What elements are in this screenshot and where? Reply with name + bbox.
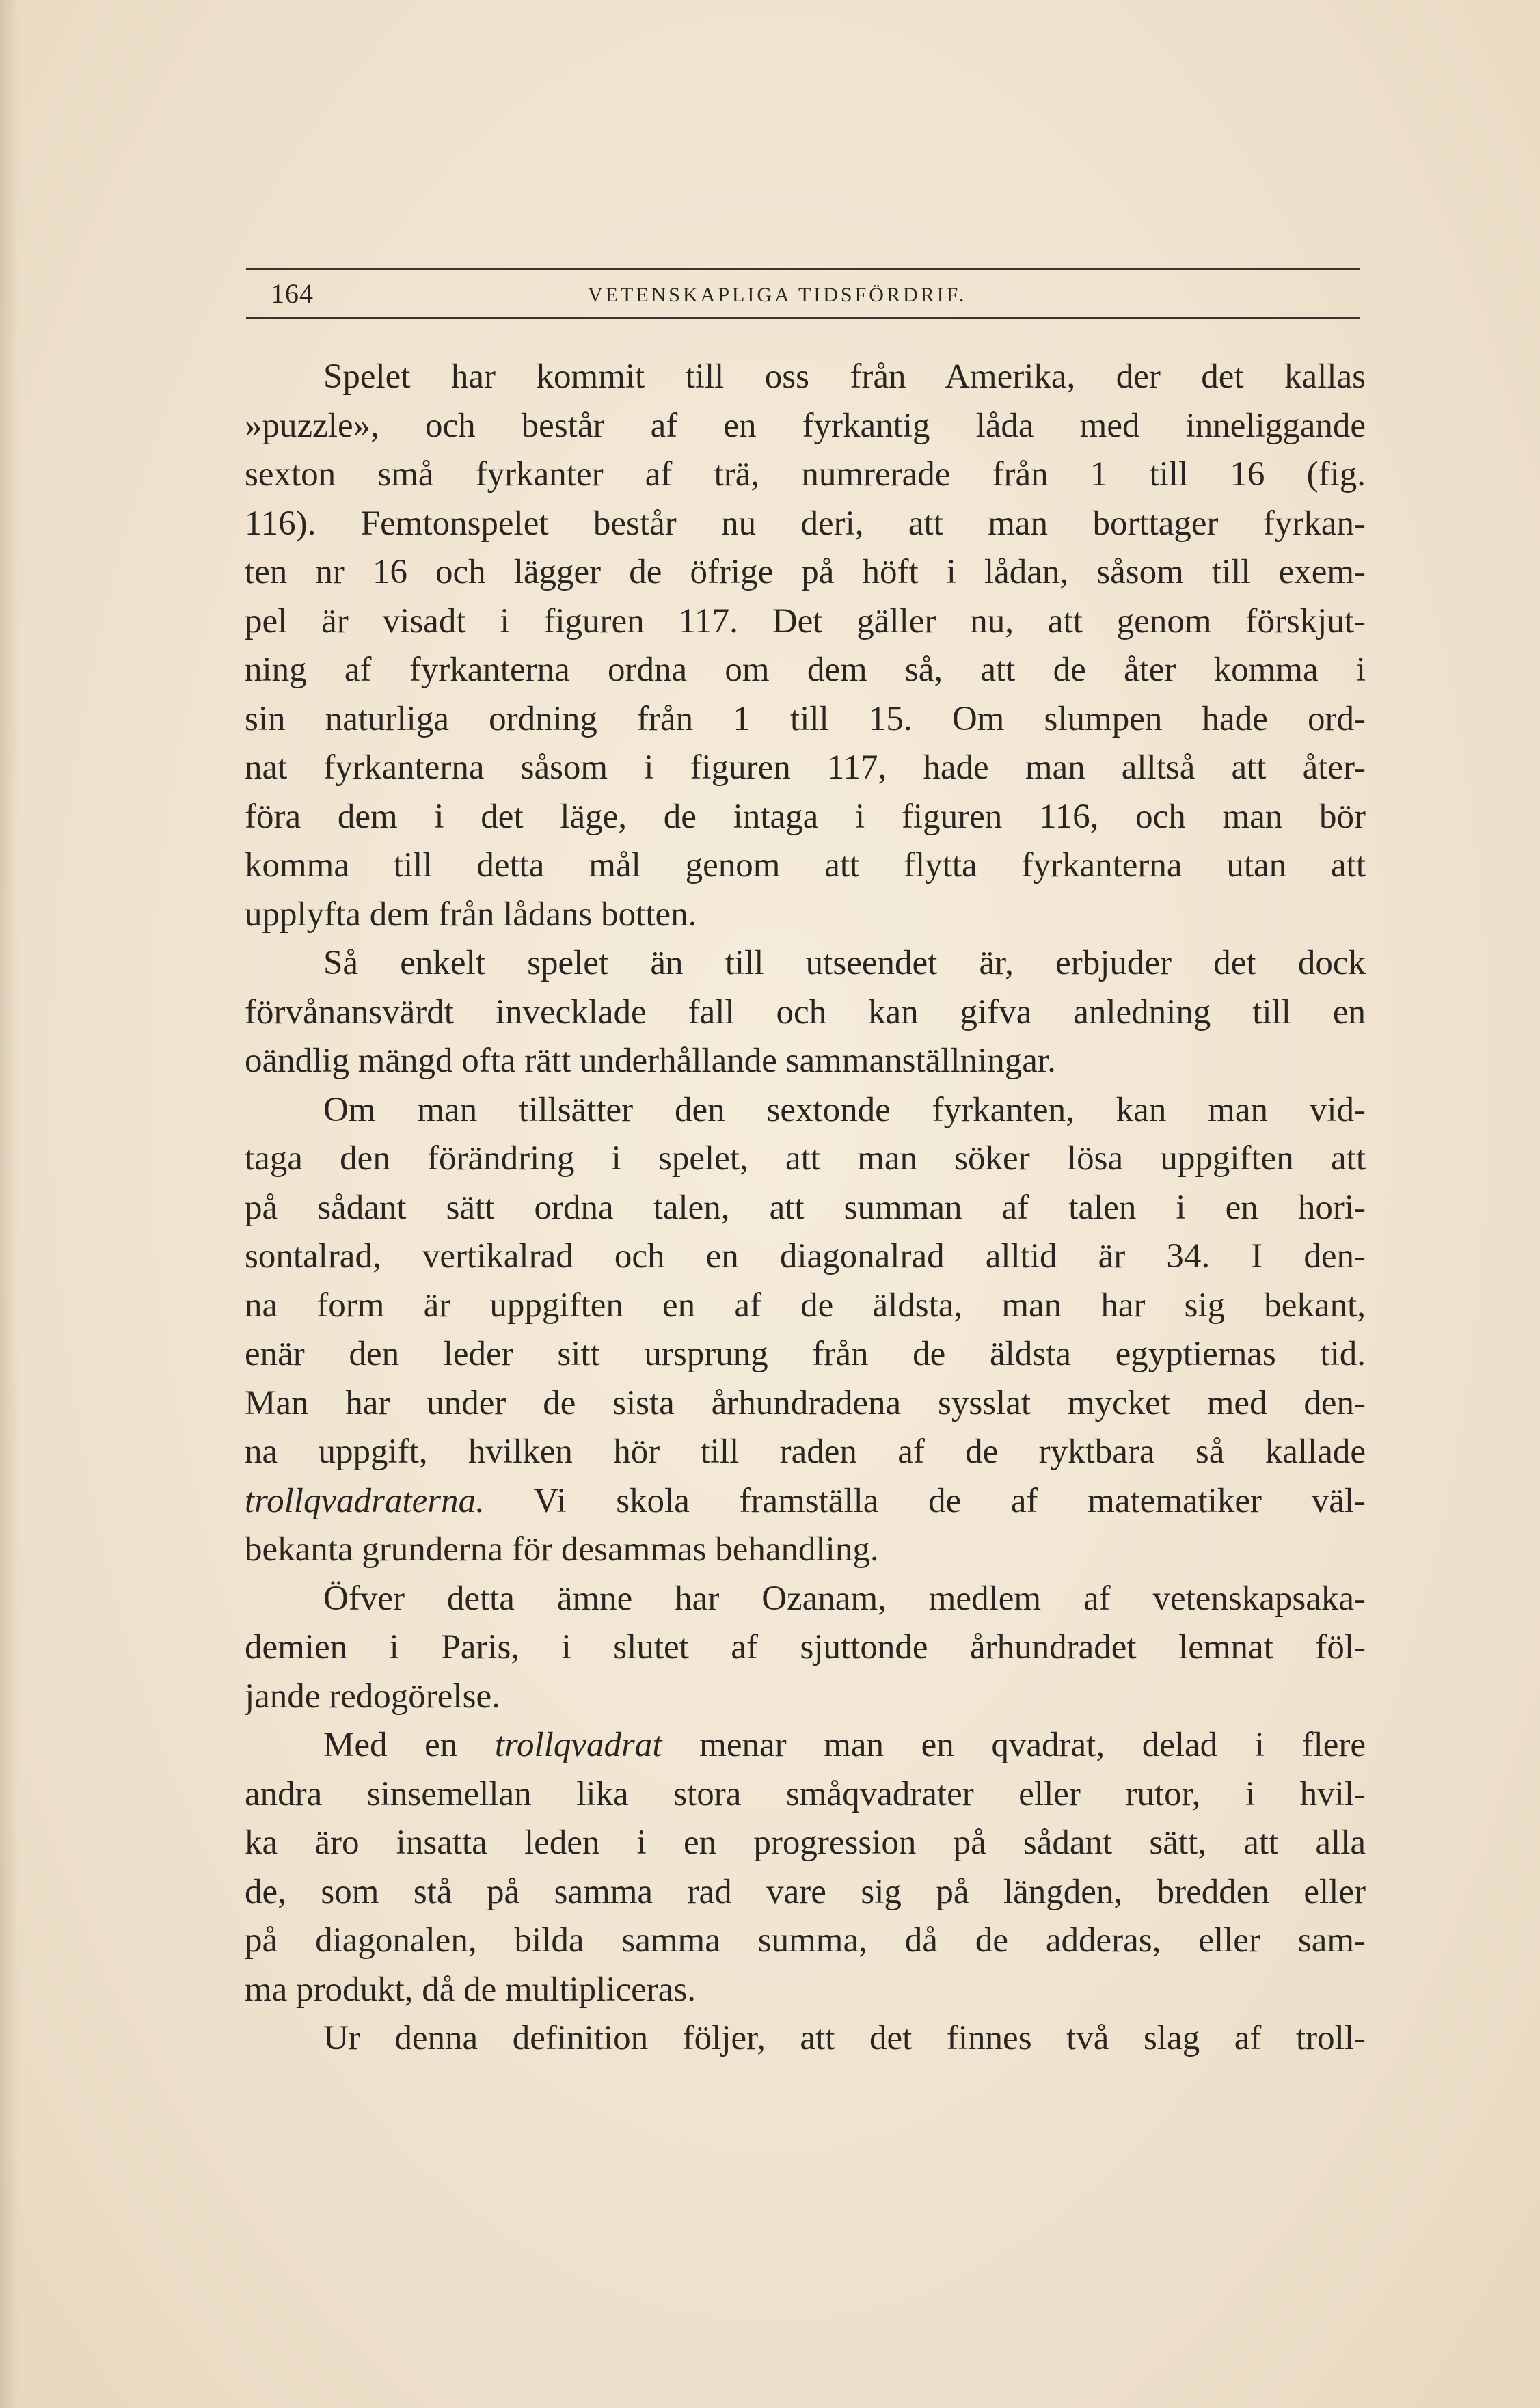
text-line: förvånansvärdt invecklade fall och kan gifva anledning till en (245, 992, 1366, 1031)
body-text (245, 353, 1366, 2064)
text-line: ning af fyrkanterna ordna om dem så, att de åter komma i (245, 651, 1366, 689)
text-line: bekanta grunderna för desammas behandling. (245, 1530, 879, 1569)
page-header (246, 268, 1360, 323)
text-line: Man har under de sista århundradena sysslat mycket med den- (245, 1383, 1366, 1422)
running-head: VETENSKAPLIGA TIDSFÖRDRIF. (588, 284, 967, 306)
text-line: oändlig mängd ofta rätt underhållande sammanställningar. (245, 1042, 1056, 1080)
text-line-part: Vi skola framställa de af matematiker väl- (484, 1481, 1366, 1520)
text-line (245, 1477, 1366, 1526)
page-number: 164 (271, 278, 314, 309)
text-line: ma produkt, då de multipliceras. (245, 1970, 696, 2009)
text-line: andra sinsemellan lika stora småqvadrater eller rutor, i hvil- (245, 1774, 1366, 1813)
italic-term: trollqvadrat (494, 1726, 662, 1764)
text-line-part: menar man en qvadrat, delad i flere (662, 1726, 1366, 1764)
text-line: ka äro insatta leden i en progression på sådant sätt, att alla (245, 1824, 1366, 1862)
text-line: »puzzle», och består af en fyrkantig låda med inneliggande (245, 406, 1366, 445)
text-line-part: Med en (323, 1726, 495, 1764)
text-line: Så enkelt spelet än till utseendet är, erbjuder det dock (323, 944, 1366, 982)
text-line: på sådant sätt ordna talen, att summan af talen i en hori- (245, 1188, 1366, 1227)
text-line: upplyfta dem från lådans botten. (245, 895, 697, 934)
text-line: jande redogörelse. (245, 1677, 500, 1716)
text-line: sexton små fyrkanter af trä, numrerade från 1 till 16 (fig. (245, 455, 1366, 493)
text-line: na form är uppgiften en af de äldsta, man har sig bekant, (245, 1286, 1366, 1325)
text-line: Ur denna definition följer, att det finnes två slag af troll- (323, 2019, 1366, 2057)
text-line: Öfver detta ämne har Ozanam, medlem af vetenskapsaka- (323, 1579, 1366, 1618)
header-rule-bottom (246, 317, 1360, 319)
text-line: ten nr 16 och lägger de öfrige på höft i lådan, såsom till exem- (245, 553, 1366, 591)
text-line: taga den förändring i spelet, att man söker lösa uppgiften att (245, 1139, 1366, 1178)
text-line: pel är visadt i figuren 117. Det gäller nu, att genom förskjut- (245, 601, 1366, 640)
text-line: komma till detta mål genom att flytta fyrkanterna utan att (245, 846, 1366, 884)
text-line: Om man tillsätter den sextonde fyrkanten, kan man vid- (323, 1090, 1366, 1129)
text-line: enär den leder sitt ursprung från de äldsta egyptiernas tid. (245, 1335, 1366, 1373)
italic-term: trollqvadraterna. (245, 1481, 485, 1520)
text-line: sin naturliga ordning från 1 till 15. Om slumpen hade ord- (245, 699, 1366, 738)
text-line: demien i Paris, i slutet af sjuttonde århundradet lemnat föl- (245, 1628, 1366, 1666)
text-line: de, som stå på samma rad vare sig på längden, bredden eller (245, 1872, 1366, 1911)
text-line: Spelet har kommit till oss från Amerika, der det kallas (323, 357, 1366, 396)
text-line: na uppgift, hvilken hör till raden af de ryktbara så kallade (245, 1433, 1366, 1471)
text-line: nat fyrkanterna såsom i figuren 117, hade man alltså att åter- (245, 748, 1366, 787)
text-line: 116). Femtonspelet består nu deri, att man borttager fyrkan- (245, 504, 1366, 543)
header-rule-top (246, 268, 1360, 270)
text-line: föra dem i det läge, de intaga i figuren 116, och man bör (245, 797, 1366, 836)
text-line (245, 1721, 1366, 1770)
text-line: sontalrad, vertikalrad och en diagonalrad alltid är 34. I den- (245, 1237, 1366, 1275)
text-line: på diagonalen, bilda samma summa, då de adderas, eller sam- (245, 1921, 1366, 1960)
page-edge-shadow (0, 0, 19, 2408)
